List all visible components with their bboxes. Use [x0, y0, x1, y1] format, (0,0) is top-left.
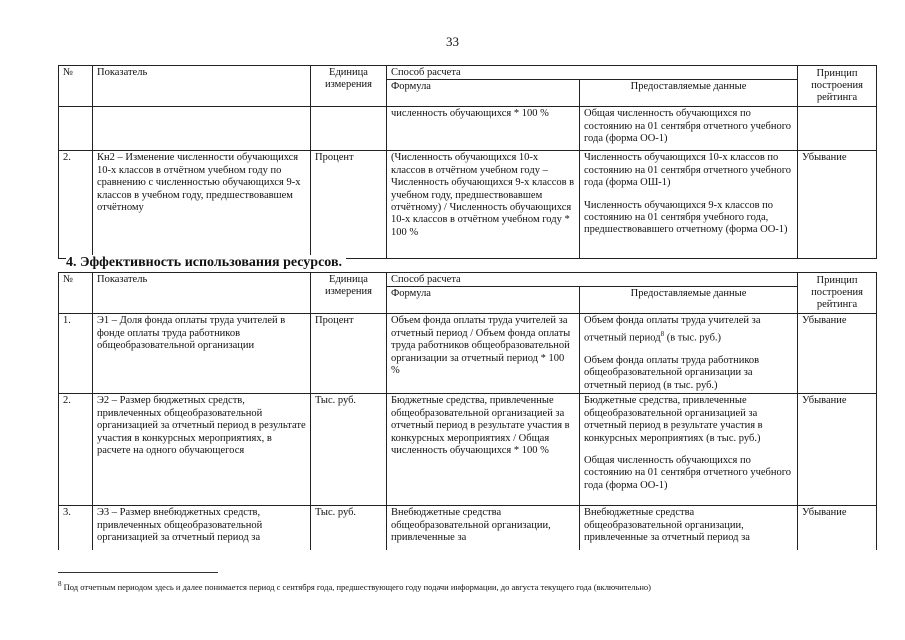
formula-cell: Внебюджетные средства общеобразовательной организации, привлеченные за — [387, 506, 580, 550]
provided-cell: Внебюджетные средства общеобразовательной организации, привлеченные за отчетный период за — [580, 506, 798, 550]
header-num: № — [59, 273, 93, 314]
section-heading: 4. Эффективность использования ресурсов. — [66, 255, 346, 271]
table-row — [59, 506, 877, 550]
indicator-cell: Кн2 – Изменение численности обучающихся 10-х классов в отчётном учебном году по сравнению с численностью обучающихся 9-х классов в учебном году, предшествовавшем отчётному — [93, 151, 311, 259]
header-provided: Предоставляемые данные — [580, 287, 798, 314]
footnote — [58, 580, 651, 592]
unit-cell: Тыс. руб. — [311, 394, 387, 506]
table-row — [59, 394, 877, 506]
formula-cell: (Численность обучающихся 10-х классов в отчётном учебном году – Численность обучающихся 9-х классов в учебном году, предшествовавшем отчётному) / Численность обучающихся 10-х классов в отчётном учебном году * 100 % — [387, 151, 580, 259]
provided-cell: Общая численность обучающихся по состоянию на 01 сентября отчетного учебного года (форма ОО-1) — [580, 107, 798, 151]
provided-item: Общая численность обучающихся по состоянию на 01 сентября отчетного учебного года (форма ОО-1) — [584, 455, 792, 491]
provided-cell — [580, 394, 798, 506]
unit-cell: Тыс. руб. — [311, 506, 387, 550]
provided-item: Объем фонда оплаты труда работников общеобразовательной организации за отчетный период (в тыс. руб.) — [584, 354, 760, 391]
indicator-cell: Э2 – Размер бюджетных средств, привлеченных общеобразовательной организацией за отчетный период в результате участия в конкурсных мероприятиях, в расчете на одного обучающегося — [93, 394, 311, 506]
footnote-marker: 8 — [58, 580, 62, 588]
provided-item: Численность обучающихся 10-х классов по состоянию на 01 сентября отчетного учебного года (форма ОШ-1) — [584, 152, 792, 189]
unit-cell: Процент — [311, 314, 387, 394]
header-unit: Единица измерения — [311, 273, 387, 314]
footnote-ref[interactable]: 8 — [660, 329, 665, 338]
resource-efficiency-table — [58, 272, 877, 550]
provided-cell — [580, 151, 798, 259]
footnote-divider — [58, 572, 218, 573]
formula-cell: Бюджетные средства, привлеченные общеобразовательной организацией за отчетный период в результате участия в конкурсных мероприятиях / Общая численность обучающихся * 100 % — [387, 394, 580, 506]
principle-cell: Убывание — [798, 314, 877, 394]
provided-item: Объем фонда оплаты труда учителей за отчетный период$^8$ (в тыс. руб.) — [584, 315, 761, 344]
unit-cell: Процент — [311, 151, 387, 259]
provided-item: Численность обучающихся 9-х классов по состоянию на 01 сентября учебного года, предшествовавшего отчетному (форма ОО-1) — [584, 199, 788, 236]
row-num: 1. — [59, 314, 93, 394]
row-num: 2. — [59, 394, 93, 506]
table-row-continuation — [59, 107, 877, 151]
formula-cell: численность обучающихся * 100 % — [387, 107, 580, 151]
indicator-cell: Э1 – Доля фонда оплаты труда учителей в фонде оплаты труда работников общеобразовательной организации — [93, 314, 311, 394]
principle-cell: Убывание — [798, 394, 877, 506]
header-indicator: Показатель — [93, 273, 311, 314]
indicators-table-continued — [58, 65, 877, 259]
formula-cell: Объем фонда оплаты труда учителей за отчетный период / Объем фонда оплаты труда работников общеобразовательной организации за отчетный период * 100 % — [387, 314, 580, 394]
principle-cell: Убывание — [798, 151, 877, 259]
header-unit: Единица измерения — [311, 66, 387, 107]
provided-cell — [580, 314, 798, 394]
provided-item: Бюджетные средства, привлеченные общеобразовательной организацией за отчетный период в результате участия в конкурсных мероприятиях (в тыс. руб.) — [584, 395, 763, 444]
header-formula: Формула — [387, 287, 580, 314]
table-row — [59, 151, 877, 259]
header-provided: Предоставляемые данные — [580, 80, 798, 107]
table-row — [59, 314, 877, 394]
row-num: 3. — [59, 506, 93, 550]
row-num: 2. — [59, 151, 93, 259]
header-method: Способ расчета — [387, 66, 798, 80]
page-number: 33 — [446, 34, 459, 49]
header-formula: Формула — [387, 80, 580, 107]
principle-cell: Убывание — [798, 506, 877, 550]
header-indicator: Показатель — [93, 66, 311, 107]
header-method: Способ расчета — [387, 273, 798, 287]
indicator-cell: Э3 – Размер внебюджетных средств, привлеченных общеобразовательной организацией за отчетный период за — [93, 506, 311, 550]
header-principle: Принцип построения рейтинга — [798, 66, 877, 107]
footnote-text: Под отчетным периодом здесь и далее понимается период с сентября года, предшествующего году подачи информации, до августа текущего года (включительно) — [61, 581, 652, 592]
table-header-row — [59, 66, 877, 80]
table-header-row — [59, 273, 877, 287]
header-principle: Принцип построения рейтинга — [798, 273, 877, 314]
header-num: № — [59, 66, 93, 107]
